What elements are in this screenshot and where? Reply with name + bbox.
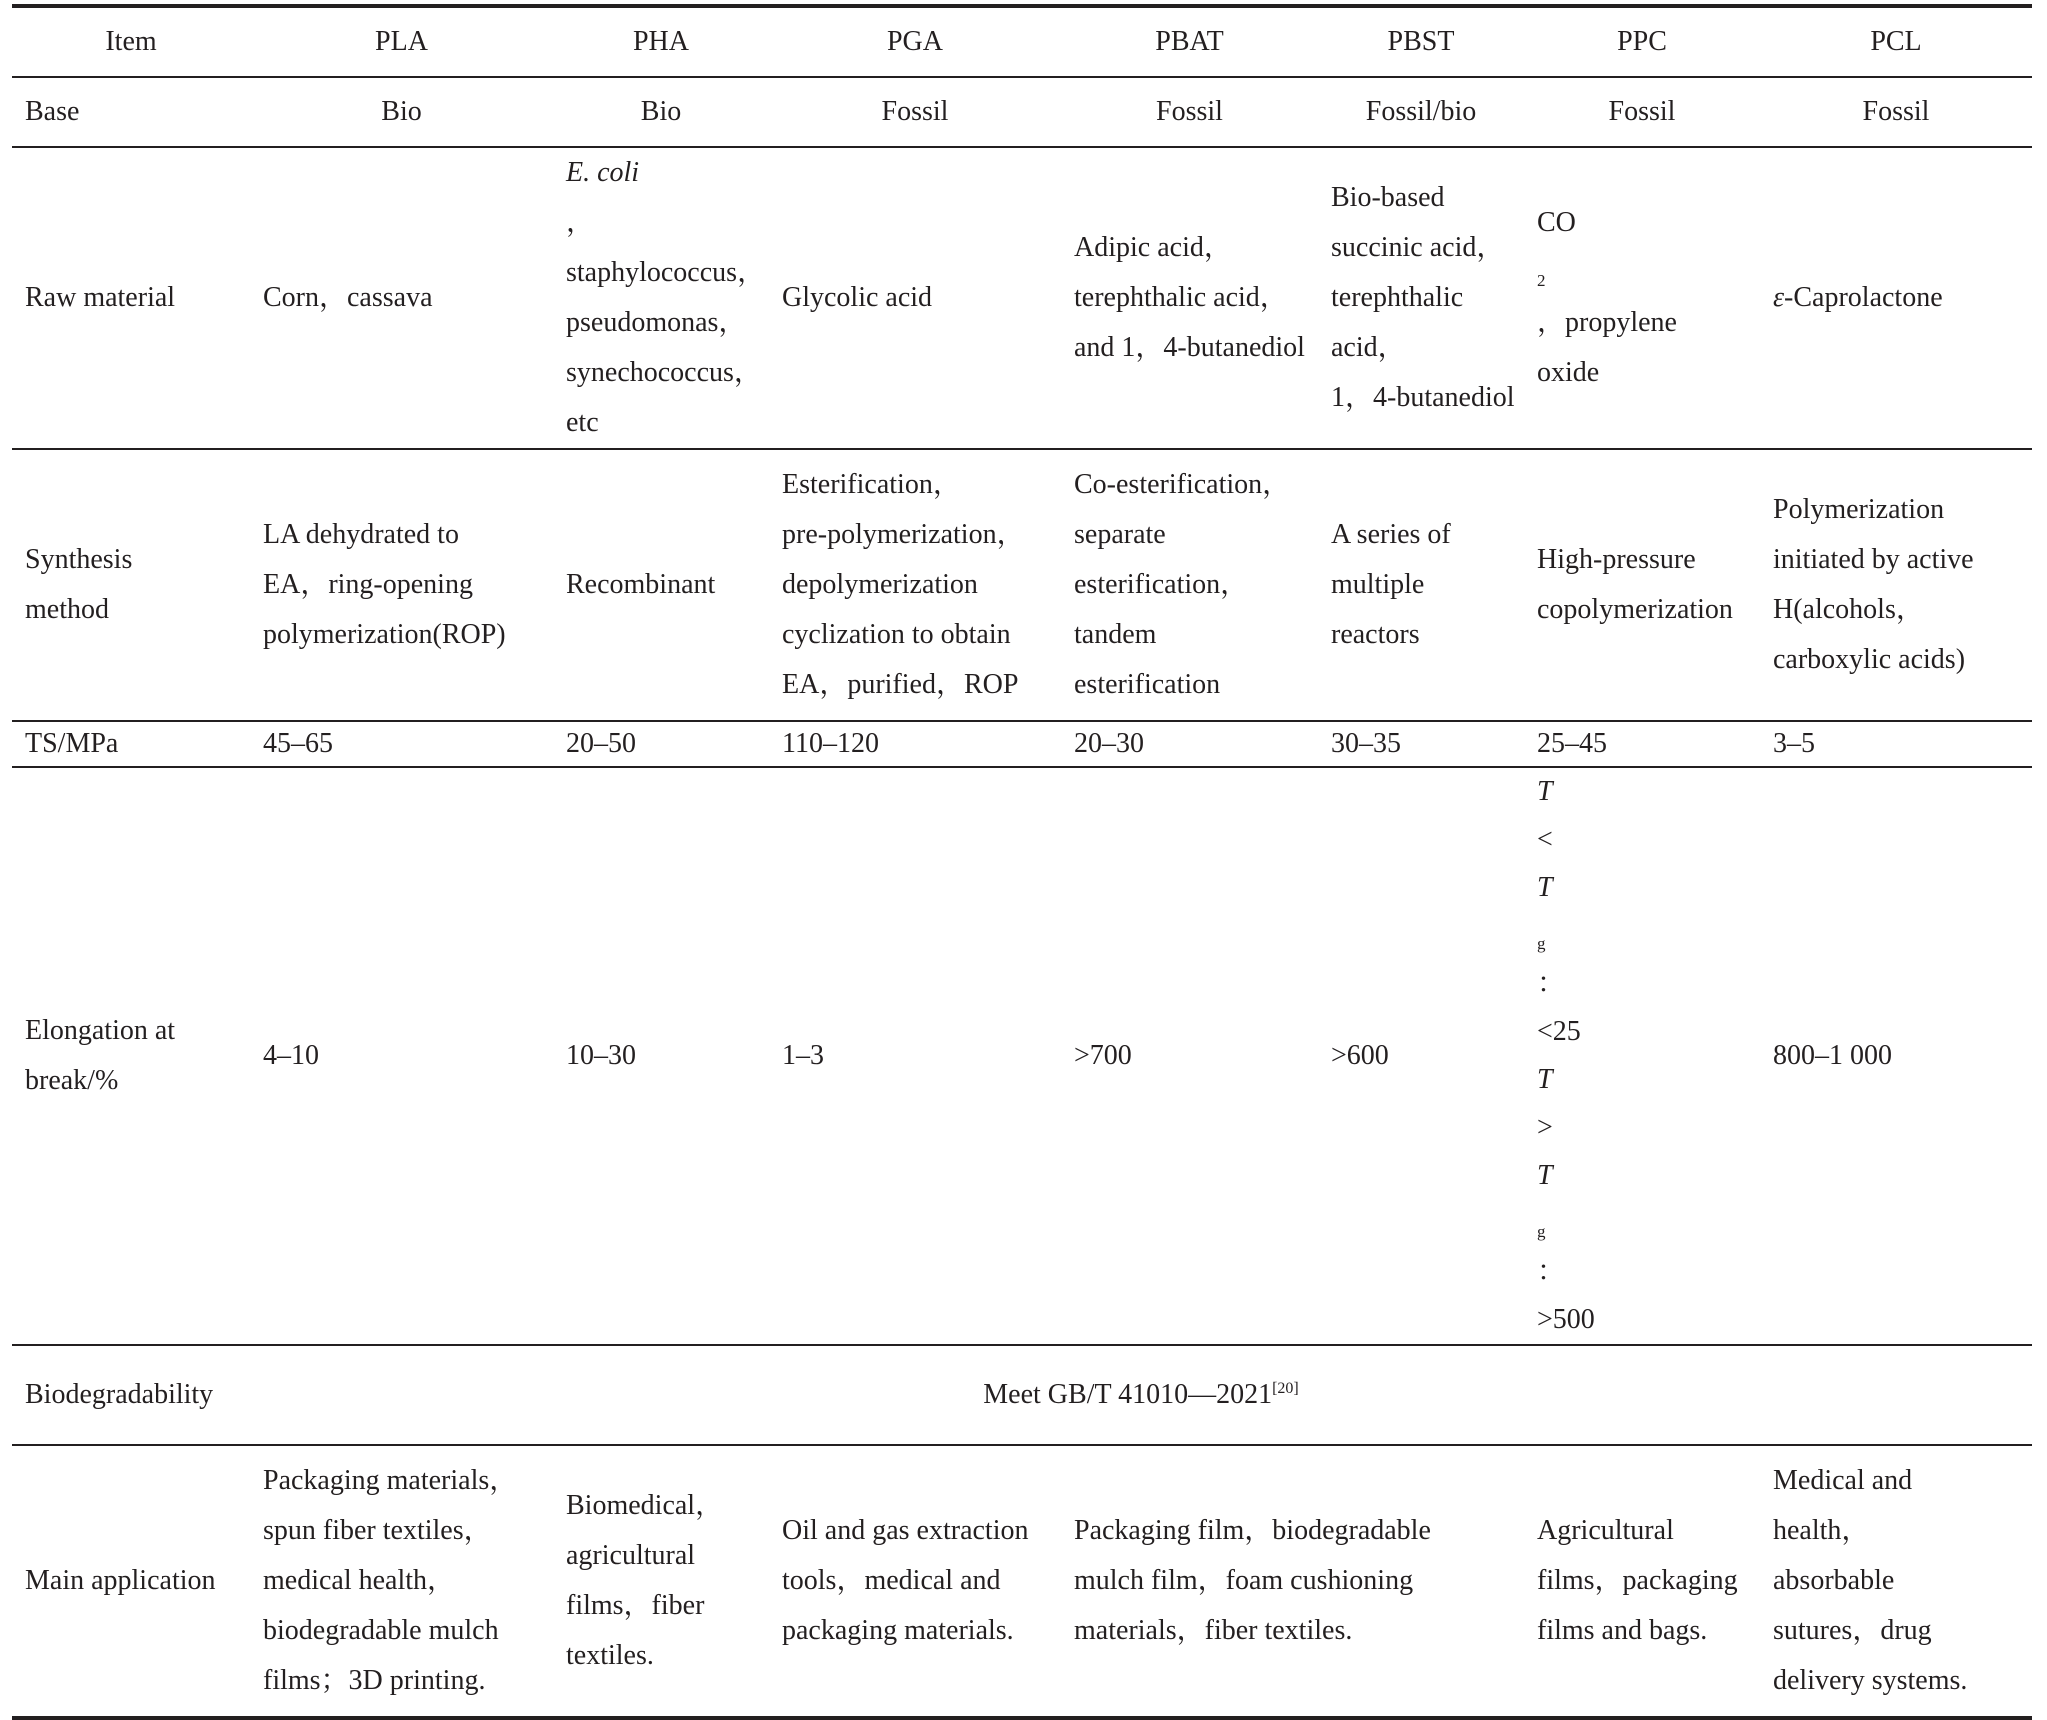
raw-material-row xyxy=(12,147,2032,449)
cell-line: depolymerization xyxy=(782,569,978,600)
raw-material-label: Raw material xyxy=(12,147,250,449)
cell-line: Adipic acid， xyxy=(1074,232,1232,263)
base-pcl: Fossil xyxy=(1862,96,1930,127)
cell-line: Glycolic acid xyxy=(782,282,933,313)
application-pbat-pbst xyxy=(1061,1445,1524,1718)
ts-pcl: 3–5 xyxy=(1760,721,2032,767)
cell-line: cyclization to obtain xyxy=(782,619,1011,650)
cell-line: esterification， xyxy=(1074,569,1249,600)
cell-line: health， xyxy=(1773,1515,1870,1546)
elongation-pbst: >600 xyxy=(1318,767,1524,1345)
base-row xyxy=(12,77,2032,147)
base-pla: Bio xyxy=(381,96,422,127)
header-pla: PLA xyxy=(250,6,553,77)
cell-line: E. coli ， xyxy=(566,157,640,238)
cell-line: Oil and gas extraction xyxy=(782,1515,1029,1546)
elongation-ppc: T < T $_g$ ： <25 T > T $_g$ ： >500 xyxy=(1524,767,1760,1345)
cell-line: and 1，4-butanediol xyxy=(1074,332,1305,363)
cell-line: reactors xyxy=(1331,619,1420,650)
cell-line: break/% xyxy=(25,1065,119,1096)
raw-material-ppc: CO $_2$ ，propylene oxide xyxy=(1524,147,1760,449)
base-pbat: Fossil xyxy=(1156,96,1223,127)
ts-label: TS/MPa xyxy=(12,721,250,767)
cell-line: EA，purified，ROP xyxy=(782,669,1019,700)
ts-pha: 20–50 xyxy=(553,721,769,767)
cell-line: Polymerization xyxy=(1773,494,1945,525)
cell-line: initiated by active xyxy=(1773,544,1974,575)
reference-citation: [20] xyxy=(1272,1380,1299,1397)
cell-line: films；3D printing. xyxy=(263,1665,486,1696)
biodegradability-value: Meet GB/T 41010—2021[20] xyxy=(250,1345,2032,1445)
cell-line: packaging materials. xyxy=(782,1615,1014,1646)
cell-line: terephthalic acid， xyxy=(1074,282,1288,313)
cell-line: Agricultural xyxy=(1537,1515,1674,1546)
cell-line: Esterification， xyxy=(782,469,961,500)
ts-pla: 45–65 xyxy=(250,721,553,767)
header-row xyxy=(12,6,2032,77)
cell-line: polymerization(ROP) xyxy=(263,619,506,650)
synthesis-pha xyxy=(553,449,769,721)
cell-line: Biomedical， xyxy=(566,1490,724,1521)
synthesis-row xyxy=(12,449,2032,721)
elongation-label xyxy=(12,767,250,1345)
cell-line: synechococcus， xyxy=(566,357,762,388)
cell-line: sutures，drug xyxy=(1773,1615,1932,1646)
raw-material-pcl-text: ε-Caprolactone xyxy=(1773,282,1943,313)
synthesis-ppc xyxy=(1524,449,1760,721)
cell-line: Co-esterification， xyxy=(1074,469,1291,500)
cell-line: Packaging film，biodegradable xyxy=(1074,1515,1431,1546)
cell-line: mulch film，foam cushioning xyxy=(1074,1565,1414,1596)
elongation-pha: 10–30 xyxy=(553,767,769,1345)
ts-ppc: 25–45 xyxy=(1524,721,1760,767)
raw-material-pbst xyxy=(1318,147,1524,449)
cell-line: esterification xyxy=(1074,669,1221,700)
raw-material-pla xyxy=(250,147,553,449)
cell-line: EA，ring-opening xyxy=(263,569,473,600)
synthesis-label xyxy=(12,449,250,721)
cell-line: absorbable xyxy=(1773,1565,1895,1596)
base-pga: Fossil xyxy=(881,96,949,127)
raw-material-pbat xyxy=(1061,147,1318,449)
cell-line: Elongation at xyxy=(25,1015,176,1046)
elongation-pga: 1–3 xyxy=(769,767,1061,1345)
raw-material-pha xyxy=(553,147,769,449)
cell-line: tandem xyxy=(1074,619,1157,650)
cell-line: multiple xyxy=(1331,569,1425,600)
biodegradability-label: Biodegradability xyxy=(12,1345,250,1445)
elongation-pbat: >700 xyxy=(1061,767,1318,1345)
synthesis-pbst xyxy=(1318,449,1524,721)
application-pcl xyxy=(1760,1445,2032,1718)
cell-line: biodegradable mulch xyxy=(263,1615,499,1646)
application-label: Main application xyxy=(12,1445,250,1718)
header-pga: PGA xyxy=(769,6,1061,77)
base-label: Base xyxy=(25,96,80,127)
cell-line: A series of xyxy=(1331,519,1451,550)
polymer-comparison-table xyxy=(12,4,2032,1720)
cell-line: Packaging materials， xyxy=(263,1465,518,1496)
synthesis-pcl xyxy=(1760,449,2032,721)
ts-pbst: 30–35 xyxy=(1318,721,1524,767)
cell-line: acid， xyxy=(1331,332,1406,363)
header-pbst: PBST xyxy=(1318,6,1524,77)
header-pbat: PBAT xyxy=(1061,6,1318,77)
biodegradability-row xyxy=(12,1345,2032,1445)
cell-line: terephthalic xyxy=(1331,282,1464,313)
cell-line: Medical and xyxy=(1773,1465,1913,1496)
cell-line: copolymerization xyxy=(1537,594,1733,625)
cell-line: agricultural xyxy=(566,1540,696,1571)
cell-line: method xyxy=(25,594,109,625)
application-pha xyxy=(553,1445,769,1718)
base-pbst: Fossil/bio xyxy=(1365,96,1477,127)
cell-line: tools，medical and xyxy=(782,1565,1001,1596)
elongation-pla: 4–10 xyxy=(250,767,553,1345)
synthesis-pga xyxy=(769,449,1061,721)
header-pcl: PCL xyxy=(1760,6,2032,77)
base-pha: Bio xyxy=(640,96,682,127)
elongation-row xyxy=(12,767,2032,1345)
raw-material-pcl xyxy=(1760,147,2032,449)
cell-line: textiles. xyxy=(566,1640,654,1671)
cell-line: 1，4-butanediol xyxy=(1331,382,1515,413)
raw-material-pga xyxy=(769,147,1061,449)
cell-line: Synthesis xyxy=(25,544,133,575)
application-pga xyxy=(769,1445,1061,1718)
header-pha: PHA xyxy=(553,6,769,77)
cell-line: pre-polymerization， xyxy=(782,519,1025,550)
application-pla xyxy=(250,1445,553,1718)
application-row xyxy=(12,1445,2032,1718)
ts-pbat: 20–30 xyxy=(1061,721,1318,767)
cell-line: films，packaging xyxy=(1537,1565,1738,1596)
cell-line: succinic acid， xyxy=(1331,232,1505,263)
cell-line: High-pressure xyxy=(1537,544,1696,575)
cell-line: LA dehydrated to xyxy=(263,519,459,550)
header-ppc: PPC xyxy=(1524,6,1760,77)
cell-line: Recombinant xyxy=(566,569,716,600)
application-ppc xyxy=(1524,1445,1760,1718)
cell-line: medical health， xyxy=(263,1565,456,1596)
cell-line: films，fiber xyxy=(566,1590,705,1621)
ts-pga: 110–120 xyxy=(769,721,1061,767)
synthesis-pla xyxy=(250,449,553,721)
cell-line: spun fiber textiles， xyxy=(263,1515,492,1546)
cell-line: materials，fiber textiles. xyxy=(1074,1615,1353,1646)
tensile-strength-row xyxy=(12,721,2032,767)
cell-line: delivery systems. xyxy=(1773,1665,1968,1696)
cell-line: Bio-based xyxy=(1331,182,1445,213)
cell-line: staphylococcus， xyxy=(566,257,766,288)
synthesis-pbat xyxy=(1061,449,1318,721)
cell-line: Corn，cassava xyxy=(263,282,433,313)
cell-line: H(alcohols， xyxy=(1773,594,1924,625)
cell-line: pseudomonas， xyxy=(566,307,747,338)
elongation-pcl: 800–1 000 xyxy=(1760,767,2032,1345)
base-ppc: Fossil xyxy=(1608,96,1676,127)
cell-line: carboxylic acids) xyxy=(1773,644,1966,675)
header-item: Item xyxy=(12,6,250,77)
cell-line: etc xyxy=(566,407,599,438)
cell-line: separate xyxy=(1074,519,1166,550)
cell-line: films and bags. xyxy=(1537,1615,1708,1646)
